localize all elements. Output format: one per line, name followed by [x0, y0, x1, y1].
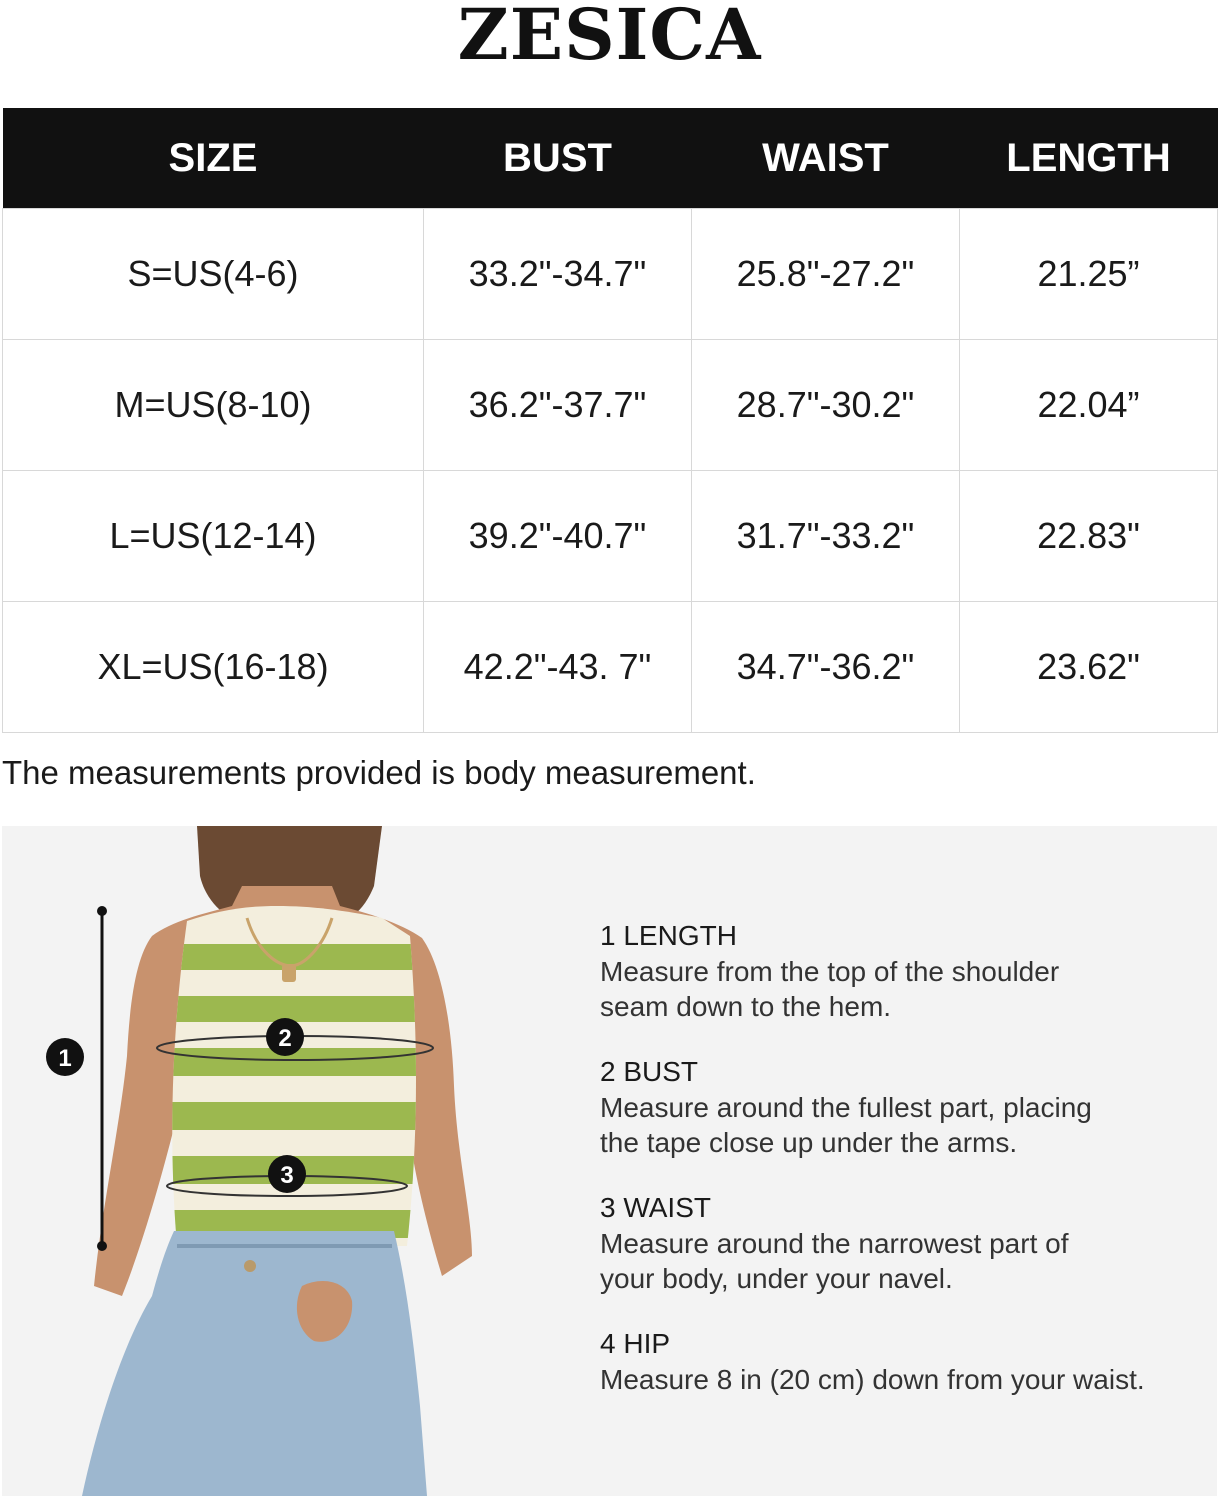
- table-header-row: [3, 108, 1218, 209]
- instruction-title: 3 WAIST: [600, 1192, 711, 1223]
- cell-bust: 42.2"-43. 7": [424, 602, 692, 733]
- cell-bust: 33.2"-34.7": [424, 209, 692, 340]
- instruction-desc-line: Measure 8 in (20 cm) down from your waist.: [600, 1364, 1145, 1395]
- cell-length: 22.83": [960, 471, 1218, 602]
- table-row: [3, 471, 1218, 602]
- cell-size: M=US(8-10): [3, 340, 424, 471]
- header-length: LENGTH: [960, 108, 1218, 209]
- cell-waist: 28.7"-30.2": [692, 340, 960, 471]
- measurement-note: The measurements provided is body measurement.: [2, 754, 756, 791]
- measurement-instructions: [600, 918, 1210, 1427]
- header-waist: WAIST: [692, 108, 960, 209]
- table-row: [3, 602, 1218, 733]
- cell-bust: 39.2"-40.7": [424, 471, 692, 602]
- marker-1-label: 1: [58, 1045, 72, 1072]
- marker-3-icon: [268, 1155, 306, 1193]
- instruction-length: [600, 918, 1210, 1024]
- marker-1-icon: [46, 1038, 84, 1076]
- instruction-desc-line: seam down to the hem.: [600, 991, 892, 1022]
- cell-waist: 25.8"-27.2": [692, 209, 960, 340]
- brand-logo: ZESICA: [457, 0, 762, 76]
- instruction-title: 2 BUST: [600, 1056, 699, 1087]
- cell-length: 23.62": [960, 602, 1218, 733]
- jeans-shape: [82, 1231, 427, 1496]
- instruction-desc-line: Measure around the fullest part, placing: [600, 1092, 1092, 1123]
- cell-length: 21.25”: [960, 209, 1218, 340]
- cell-length: 22.04”: [960, 340, 1218, 471]
- header-size: SIZE: [3, 108, 424, 209]
- instruction-title: 4 HIP: [600, 1328, 671, 1359]
- cell-size: L=US(12-14): [3, 471, 424, 602]
- instruction-waist: [600, 1190, 1210, 1296]
- instruction-desc-line: the tape close up under the arms.: [600, 1127, 1018, 1158]
- instruction-desc-line: your body, under your navel.: [600, 1263, 953, 1294]
- table-row: [3, 340, 1218, 471]
- header-bust: BUST: [424, 108, 692, 209]
- marker-2-label: 2: [278, 1025, 292, 1052]
- size-chart-table: [2, 108, 1218, 733]
- table-row: [3, 209, 1218, 340]
- measurement-guide-panel: [2, 826, 1217, 1496]
- cell-waist: 31.7"-33.2": [692, 471, 960, 602]
- model-illustration: [2, 826, 562, 1496]
- marker-2-icon: [266, 1018, 304, 1056]
- cell-bust: 36.2"-37.7": [424, 340, 692, 471]
- instruction-title: 1 LENGTH: [600, 920, 737, 951]
- cell-size: S=US(4-6): [3, 209, 424, 340]
- instruction-desc-line: Measure from the top of the shoulder: [600, 956, 1060, 987]
- marker-3-label: 3: [280, 1162, 294, 1189]
- instruction-bust: [600, 1054, 1210, 1160]
- cell-size: XL=US(16-18): [3, 602, 424, 733]
- instruction-hip: [600, 1326, 1210, 1397]
- cell-waist: 34.7"-36.2": [692, 602, 960, 733]
- instruction-desc-line: Measure around the narrowest part of: [600, 1228, 1069, 1259]
